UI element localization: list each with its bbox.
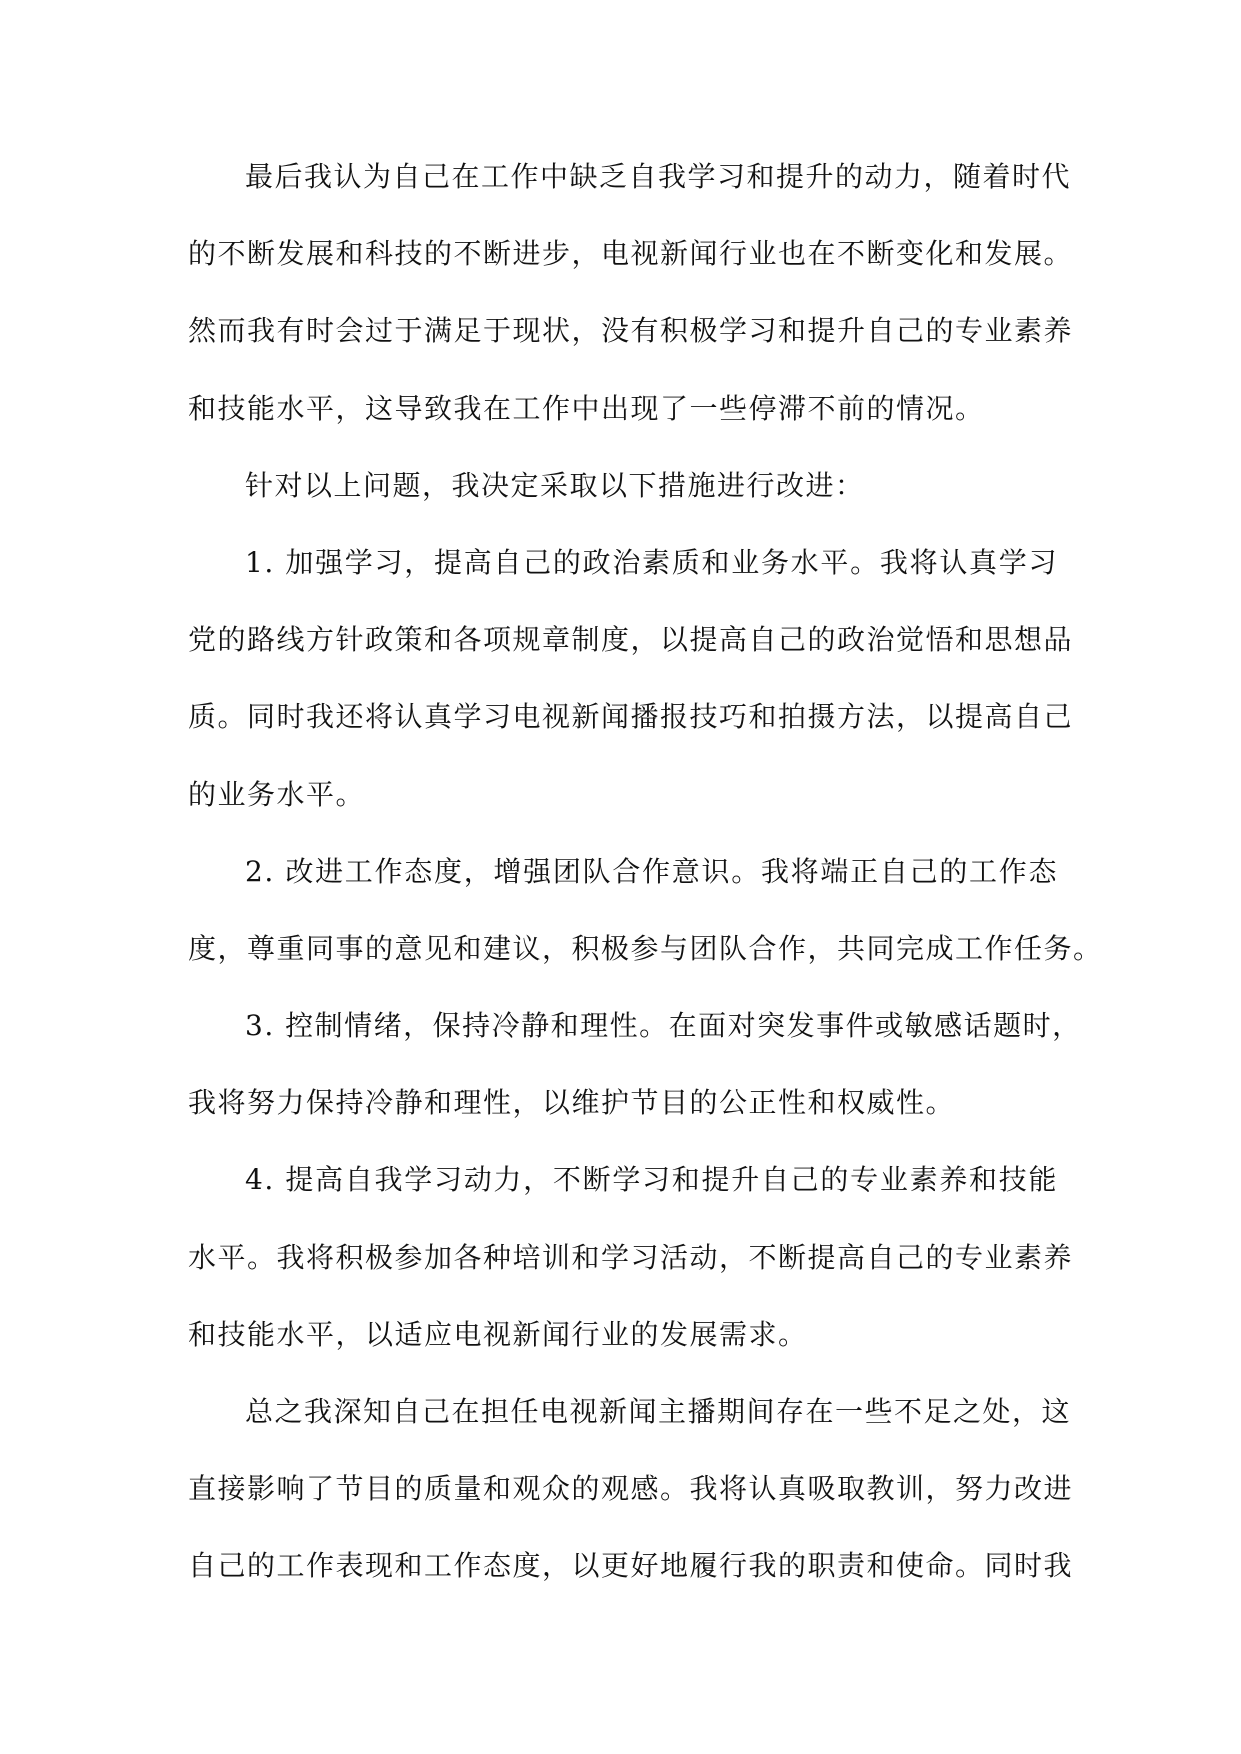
paragraph-line: 直接影响了节目的质量和观众的观感。我将认真吸取教训，努力改进: [188, 1472, 1074, 1506]
paragraph-line: 针对以上问题，我决定采取以下措施进行改进：: [245, 468, 865, 502]
list-item-line: 水平。我将积极参加各种培训和学习活动，不断提高自己的专业素养: [188, 1240, 1074, 1274]
list-item-line: 党的路线方针政策和各项规章制度，以提高自己的政治觉悟和思想品: [188, 623, 1074, 657]
paragraph-line: 最后我认为自己在工作中缺乏自我学习和提升的动力，随着时代: [245, 160, 1072, 193]
list-item-line: 质。同时我还将认真学习电视新闻播报技巧和拍摄方法，以提高自己: [188, 700, 1074, 734]
list-item-line: 3. 控制情绪，保持冷静和理性。在面对突发事件或敏感话题时，: [245, 1009, 1082, 1043]
list-item-line: 和技能水平，以适应电视新闻行业的发展需求。: [188, 1317, 808, 1351]
paragraph-line: 的不断发展和科技的不断进步，电视新闻行业也在不断变化和发展。: [188, 237, 1074, 271]
paragraph-line: 然而我有时会过于满足于现状，没有积极学习和提升自己的专业素养: [188, 314, 1074, 348]
list-item-line: 1. 加强学习，提高自己的政治素质和业务水平。我将认真学习: [245, 545, 1058, 579]
list-item-line: 2. 改进工作态度，增强团队合作意识。我将端正自己的工作态: [245, 854, 1058, 888]
paragraph-line: 和技能水平，这导致我在工作中出现了一些停滞不前的情况。: [188, 391, 985, 425]
list-item-line: 度，尊重同事的意见和建议，积极参与团队合作，共同完成工作任务。: [188, 931, 1103, 965]
list-item-line: 我将努力保持冷静和理性，以维护节目的公正性和权威性。: [188, 1086, 956, 1120]
list-item-line: 4. 提高自我学习动力，不断学习和提升自己的专业素养和技能: [245, 1163, 1058, 1197]
paragraph-line: 自己的工作表现和工作态度，以更好地履行我的职责和使命。同时我: [188, 1549, 1074, 1583]
list-item-line: 的业务水平。: [188, 777, 366, 811]
paragraph-line: 总之我深知自己在担任电视新闻主播期间存在一些不足之处，这: [245, 1395, 1072, 1428]
document-body: [188, 138, 1103, 1605]
